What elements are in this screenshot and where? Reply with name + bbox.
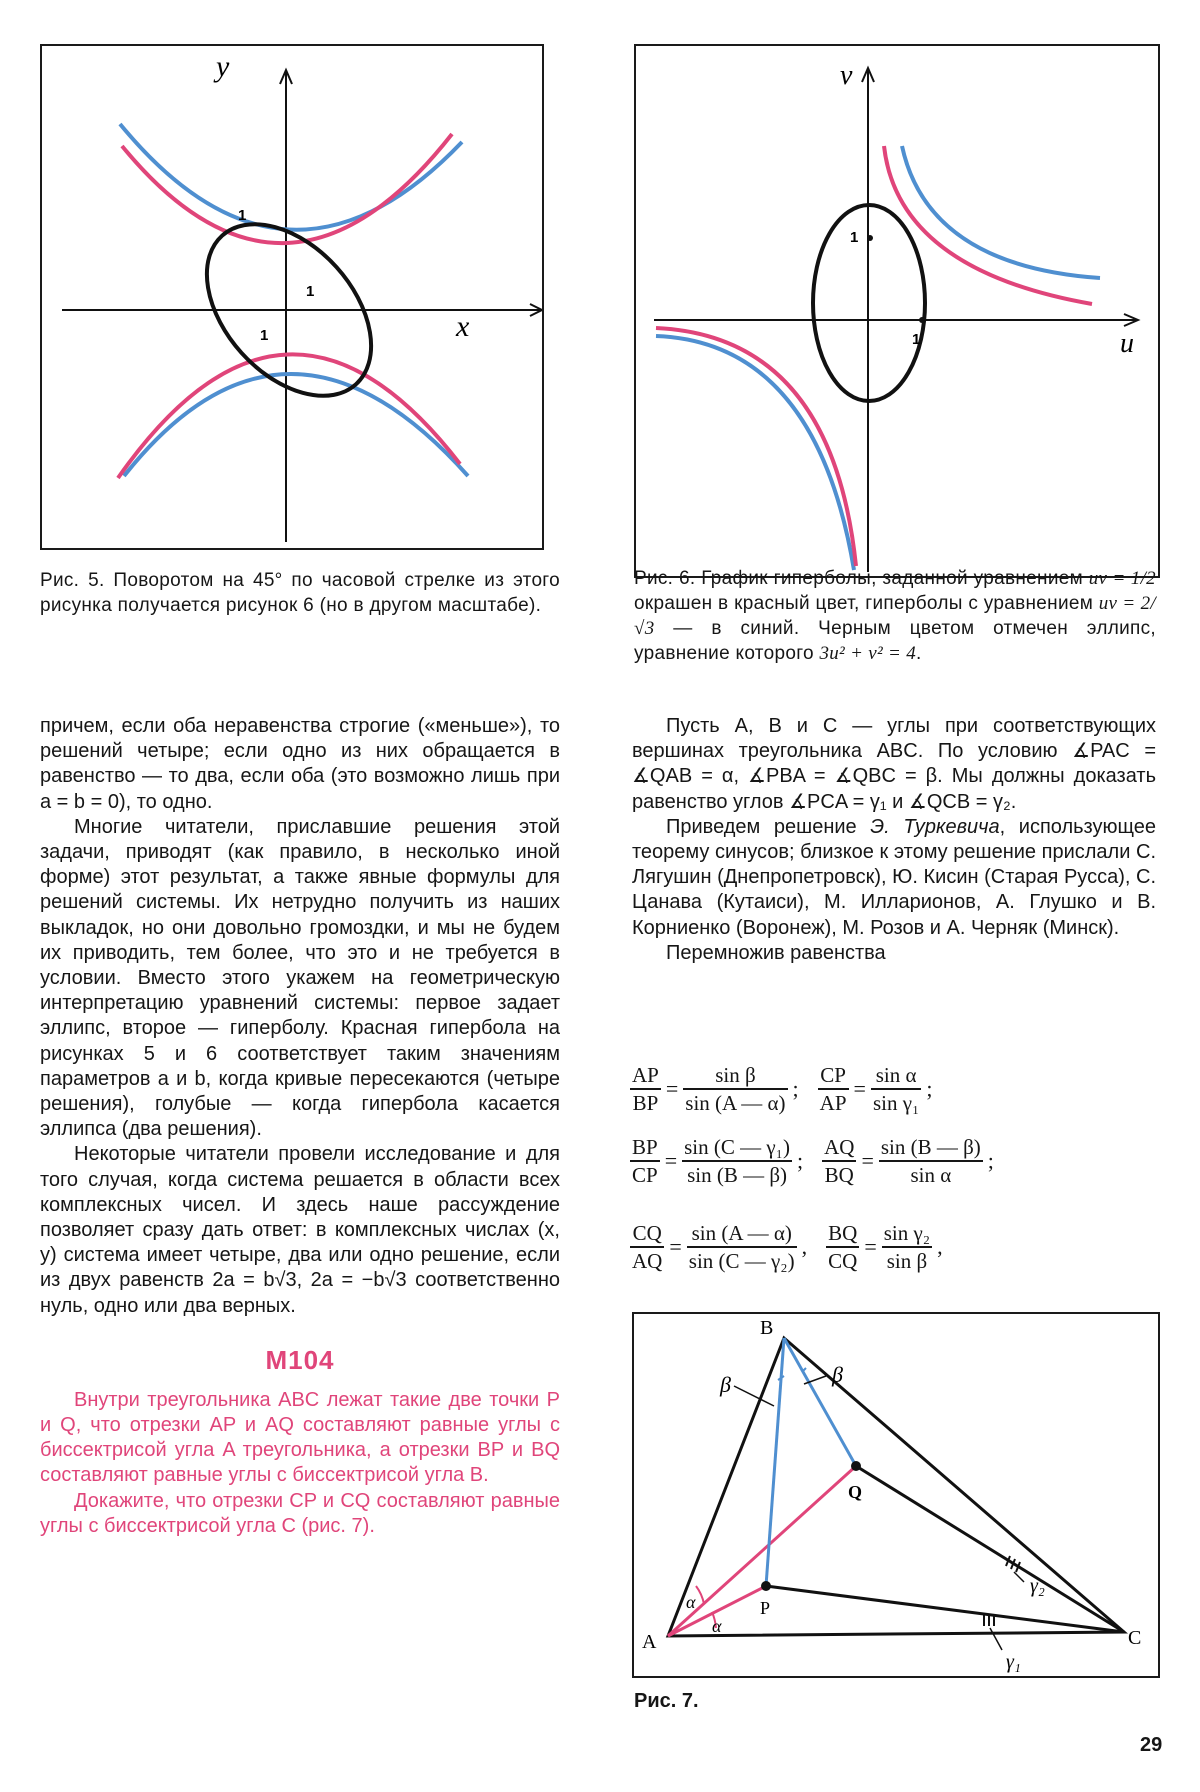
eq4-right: $\frac{\sin (B — \beta)}{\text{sin α}}$ [880, 1135, 981, 1187]
fig6-caption-part1: Рис. 6. График гиперболы, заданной уравнением [634, 568, 1089, 589]
eq-sep-3: ; [796, 1148, 804, 1173]
eq-sep-1: ; [792, 1076, 799, 1101]
figure-7-plot [634, 1314, 1158, 1676]
label-c: C [1128, 1627, 1142, 1649]
fig6-v-label: v [840, 60, 853, 91]
fig6-tick-v-dot [867, 235, 873, 241]
fig5-caption: Рис. 5. Поворотом на 45° по часовой стрелке из этого рисунка получается рисунок 6 (но в другом масштабе). [40, 570, 560, 616]
label-gamma2: γ₂ [1030, 1575, 1045, 1597]
fig6-caption-part4: . [916, 643, 922, 664]
problem-paragraph-1: Внутри треугольника ABC лежат такие две точки P и Q, что отрезки AP и AQ составляют равные углы с биссектрисой угла A треугольника, а отрезки BP и BQ составляют равные углы с биссектрисой угла B. [40, 1388, 560, 1487]
fig6-caption-eq1: uv = 1/2 [1088, 568, 1156, 589]
label-b: B [760, 1317, 774, 1339]
fig5-tick-x: 1 [306, 283, 315, 300]
eq-sep-5: , [801, 1234, 808, 1259]
right-paragraph-2 [632, 815, 1156, 941]
eq-sep-2: ; [926, 1076, 933, 1101]
eq5-left: $\frac{CQ}{AQ}$ [632, 1221, 663, 1273]
right-column [632, 714, 1156, 966]
blue-hyperbola-q3 [656, 336, 854, 570]
fig5-tick-y-upper: 1 [238, 207, 247, 224]
figure-6 [634, 44, 1160, 578]
label-alpha-lower: α [712, 1616, 722, 1636]
left-paragraph-1: причем, если оба неравенства строгие («меньше»), то решений четыре; если одно из них обращается в равенство — то два, если оба (это возможно лишь при a = b = 0), то одно. [40, 715, 560, 813]
red-hyperbola-q1 [884, 146, 1092, 304]
fig6-caption-eq3: 3u² + v² = 4 [819, 643, 917, 664]
fig6-tick-v: 1 [850, 229, 859, 246]
left-paragraph-3: Некоторые читатели провели исследование и для того случая, когда система решается в области всех комплексных чисел. И здесь наше рассуждение позволяет сразу дать ответ: в комплексных числах (x, y) система имеет четыре, два или одно решение, если из двух равенств 2a = b√3, 2a = −b√3 соответственно нуль, одно или два верных. [40, 1143, 560, 1317]
right-paragraph-1: Пусть A, B и C — углы при соответствующих вершинах треугольника ABC. По условию ∡PAC = ∡QAB = α, ∡PBA = ∡QBC = β. Мы должны доказать равенство углов ∡PCA = γ₁ и ∡QCB = γ₂. [632, 715, 1156, 813]
figure-5 [40, 44, 544, 550]
fig7-caption: Рис. 7. [634, 1690, 699, 1712]
eq4-left: $\frac{AQ}{BQ}$ [824, 1135, 855, 1187]
fig6-u-label: u [1120, 328, 1134, 359]
equation-row-2: $\frac{BP}{CP}$ = $\frac{\text{sin (C — γ₁)}}{\sin (B — \beta)}$ ; $\frac{AQ}{BQ}$ = $\frac{\sin (B — \beta)}{\text{sin α}}$ ; [632, 1135, 994, 1187]
figure-7 [632, 1312, 1160, 1678]
right-p2-pre: Приведем решение [666, 815, 871, 838]
right-paragraph-3: Перемножив равенства [666, 941, 886, 964]
equation-row-1: $\frac{AP}{BP}$ = $\frac{\text{sin β}}{\sin (A — \alpha)}$ ; $\frac{CP}{AP}$ = $\frac{\text{sin α}}{\text{sin γ₁}}$ ; [632, 1063, 933, 1115]
fig6-tick-u-dot [919, 317, 925, 323]
label-beta-right: β [832, 1362, 843, 1387]
fig6-caption [634, 566, 1156, 666]
point-q [851, 1461, 861, 1471]
problem-paragraph-2: Докажите, что отрезки CP и CQ составляют равные углы с биссектрисой угла C (рис. 7). [40, 1489, 560, 1537]
gamma2-leader [1014, 1572, 1024, 1582]
left-paragraph-2: Многие читатели, приславшие решения этой задачи, приводят (как правило, в несколько иной форме) этот результат, а также явные формулы для решений системы. Их нетрудно получить из наших выкладок, но они довольно громоздки, и мы не будем их приводить, тем более, что это и не требуется в условии. Вместо этого укажем на геометрическую интерпретацию уравнений системы: первое задает эллипс, второе — гиперболу. Красная гипербола на рисунках 5 и 6 соответствует таким значениям параметров a и b, когда кривые пересекаются (четыре решения), голубые — когда гипербола касается эллипса (два решения). [40, 815, 560, 1141]
left-column [40, 714, 560, 1539]
fig5-x-label: x [456, 310, 470, 343]
right-p2-post: , использующее теорему синусов; близкое к этому решение прислали С. Лягушин (Днепропетровск), Ю. Кисин (Старая Русса), С. Цанава (Кутаиси), М. Илларионов, А. Глушко и В. Корниенко (Воронеж), М. Розов и А. Черняк (Минск). [632, 815, 1156, 939]
problem-title: М104 [265, 1344, 335, 1375]
angle-mark-gamma2 [1006, 1556, 1020, 1572]
label-beta-left: β [720, 1372, 731, 1397]
fig5-tick-y-lower: 1 [260, 327, 269, 344]
blue-hyperbola-q1 [902, 146, 1100, 278]
angle-mark-alpha-upper [696, 1586, 704, 1604]
fig6-tick-u: 1 [912, 331, 921, 348]
fig6-caption-eq2: uv = 2/√3 [634, 593, 1156, 639]
eq-sep-6: , [937, 1234, 943, 1259]
eq6-left: $\frac{BQ}{CQ}$ [828, 1221, 858, 1273]
label-alpha-upper: α [686, 1592, 696, 1612]
solver-name: Э. Туркевича [870, 815, 1000, 838]
beta-left-leader [734, 1386, 774, 1406]
eq2-right: $\frac{\text{sin α}}{\text{sin γ₁}}$ [872, 1063, 920, 1115]
eq2-left: $\frac{CP}{AP}$ [819, 1063, 847, 1115]
equation-row-3: $\frac{CQ}{AQ}$ = $\frac{\sin (A — \alpha)}{\text{sin (C — γ₂)}}$ , $\frac{BQ}{CQ}$ = $\frac{\text{sin γ₂}}{\text{sin β}}$ , [632, 1221, 943, 1273]
fig6-caption-part2: окрашен в красный цвет, гиперболы с уравнением [634, 593, 1099, 614]
segment-pc [766, 1586, 1124, 1632]
point-p [761, 1581, 771, 1591]
eq3-right: $\frac{\text{sin (C — γ₁)}}{\sin (B — \beta)}$ [684, 1135, 790, 1187]
eq6-right: $\frac{\text{sin γ₂}}{\text{sin β}}$ [883, 1221, 931, 1273]
eq3-left: $\frac{BP}{CP}$ [632, 1135, 658, 1187]
fig6-caption-part3: — в синий. Черным цветом отмечен эллипс, уравнение которого [634, 618, 1156, 664]
label-a: A [642, 1631, 657, 1653]
eq1-right: $\frac{\text{sin β}}{\sin (A — \alpha)}$ [685, 1063, 786, 1115]
gamma1-leader [990, 1628, 1002, 1650]
page-number: 29 [1140, 1734, 1163, 1756]
figure-6-plot [636, 46, 1158, 576]
label-gamma1: γ₁ [1006, 1651, 1021, 1673]
figure-5-plot [42, 46, 542, 548]
eq1-left: $\frac{AP}{BP}$ [632, 1063, 659, 1115]
fig5-y-label: y [216, 50, 230, 83]
label-p: P [760, 1598, 771, 1618]
eq5-right: $\frac{\sin (A — \alpha)}{\text{sin (C — γ₂)}}$ [688, 1221, 795, 1273]
blue-hyperbola-upper [120, 124, 462, 230]
segment-bq [784, 1338, 856, 1466]
label-q: Q [848, 1482, 863, 1502]
segment-qc [856, 1466, 1124, 1632]
eq-sep-4: ; [987, 1148, 994, 1173]
